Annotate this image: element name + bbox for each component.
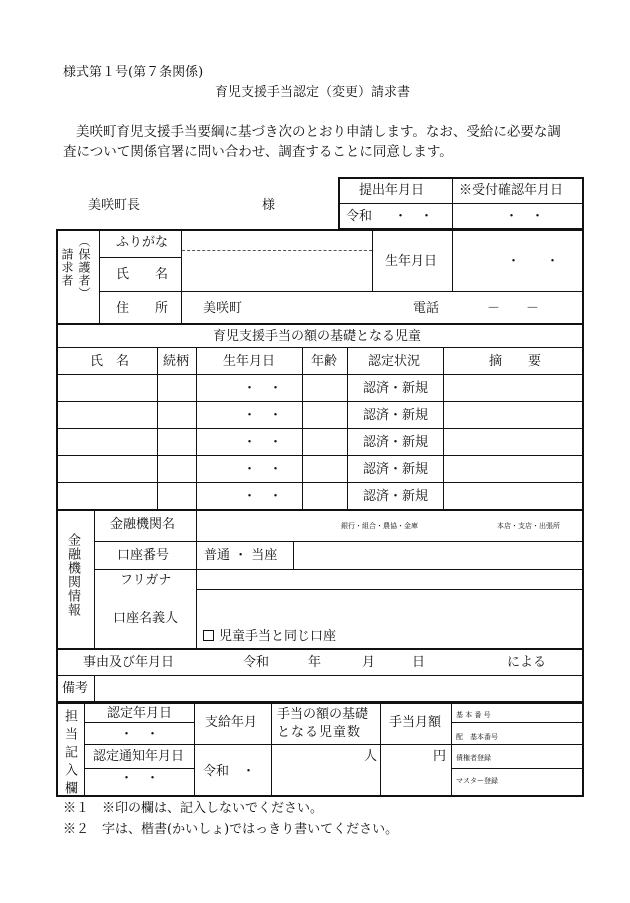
note-2: ※２ 字は、楷書(かいしょ)ではっきり書いてください。 [63, 822, 399, 837]
applicant-side-label: 請求者 [60, 248, 74, 287]
reason-label: 事由及び年月日 [83, 655, 175, 670]
col-header-notes: 摘 要 [489, 354, 542, 369]
child-row-birth[interactable]: ・ ・ [243, 435, 283, 450]
bank-side-label: 金融機関情報 [65, 533, 80, 617]
form-title: 育児支援手当認定（変更）請求書 [215, 85, 411, 100]
applicant-birth-label: 生年月日 [385, 254, 438, 269]
intro-line-1: 美咲町育児支援手当要綱に基づき次のとおり申請します。なお、受給に必要な調 [76, 124, 561, 140]
notice-date-dots: ・ ・ [120, 771, 160, 786]
account-type[interactable]: 普通 ・ 当座 [204, 548, 278, 563]
addressee-mayor: 美咲町長 [88, 198, 141, 213]
yen-unit: 円 [433, 749, 447, 764]
same-account-checkbox[interactable] [203, 630, 336, 643]
applicant-birth-dots[interactable]: ・ ・ [507, 254, 560, 269]
applicant-side-sub: （保護者） [77, 235, 91, 300]
children-section-title: 育児支援手当の額の基礎となる児童 [213, 329, 422, 344]
applicant-name-label: 氏 名 [116, 267, 169, 282]
cert-date-label: 認定年月日 [107, 706, 173, 721]
admin-creditor: 債権者登録 [456, 754, 491, 762]
payment-reiwa: 令和 ・ [203, 764, 256, 779]
remarks-label: 備考 [62, 681, 89, 696]
office-side-label: 担当記入欄 [62, 709, 77, 799]
institution-label: 金融機関名 [110, 517, 176, 532]
phone-dashes[interactable]: － － [487, 301, 540, 316]
bank-furigana-label: フリガナ [120, 573, 172, 588]
child-row-birth[interactable]: ・ ・ [243, 381, 283, 396]
payment-month-label: 支給年月 [205, 715, 258, 730]
reason-year[interactable]: 年 [308, 655, 322, 670]
reason-month[interactable]: 月 [362, 655, 376, 670]
child-row-birth[interactable]: ・ ・ [243, 462, 283, 477]
base-count-label-1: 手当の額の基礎 [277, 707, 369, 722]
reason-day[interactable]: 日 [412, 655, 426, 670]
child-row-birth[interactable]: ・ ・ [243, 489, 283, 504]
checkbox-icon[interactable] [203, 630, 214, 641]
reason-reiwa: 令和 [243, 655, 270, 670]
admin-base-number: 基 本 番 号 [456, 711, 491, 719]
col-header-birth: 生年月日 [223, 354, 276, 369]
received-date-label: ※受付確認年月日 [459, 183, 564, 198]
base-count-label-2: となる児童数 [277, 725, 362, 740]
received-date-dots: ・ ・ [505, 209, 545, 224]
addressee-sama: 様 [262, 198, 276, 213]
same-account-label: 児童手当と同じ口座 [219, 629, 337, 644]
child-row-status[interactable]: 認済・新規 [363, 489, 429, 504]
phone-label: 電話 [413, 301, 440, 316]
child-row-status[interactable]: 認済・新規 [363, 435, 429, 450]
account-holder-label: 口座名義人 [113, 611, 179, 626]
address-value[interactable]: 美咲町 [203, 301, 243, 316]
child-row-status[interactable]: 認済・新規 [363, 408, 429, 423]
child-row-status[interactable]: 認済・新規 [363, 381, 429, 396]
col-header-status: 認定状況 [368, 354, 421, 369]
monthly-amount-label: 手当月額 [389, 715, 442, 730]
submit-reiwa[interactable]: 令和 [346, 209, 373, 224]
child-row-birth[interactable]: ・ ・ [243, 408, 283, 423]
address-label: 住 所 [116, 301, 169, 316]
reason-yoru: による [507, 655, 547, 670]
bank-types[interactable]: 銀行・組合・農協・金庫 [341, 522, 418, 530]
child-row-status[interactable]: 認済・新規 [363, 462, 429, 477]
branch-types[interactable]: 本店・支店・出張所 [497, 522, 560, 530]
notice-date-label: 認定通知年月日 [93, 749, 185, 764]
admin-master: マスター登録 [456, 777, 498, 785]
account-number-label: 口座番号 [117, 548, 170, 563]
submit-date-label: 提出年月日 [359, 183, 425, 198]
form-number: 様式第１号(第７条関係) [63, 65, 204, 80]
submit-date-dots[interactable]: ・ ・ [394, 209, 434, 224]
col-header-age: 年齢 [311, 354, 338, 369]
note-1: ※１ ※印の欄は、記入しないでください。 [63, 801, 324, 816]
person-unit: 人 [364, 749, 378, 764]
admin-dist-number: 配 基本番号 [456, 733, 498, 741]
col-header-relation: 続柄 [163, 354, 190, 369]
intro-line-2: 査について関係官署に問い合わせ、調査することに同意します。 [63, 144, 453, 160]
col-header-name: 氏 名 [90, 354, 130, 369]
cert-date-dots: ・ ・ [120, 727, 160, 742]
furigana-label: ふりがな [116, 235, 169, 250]
